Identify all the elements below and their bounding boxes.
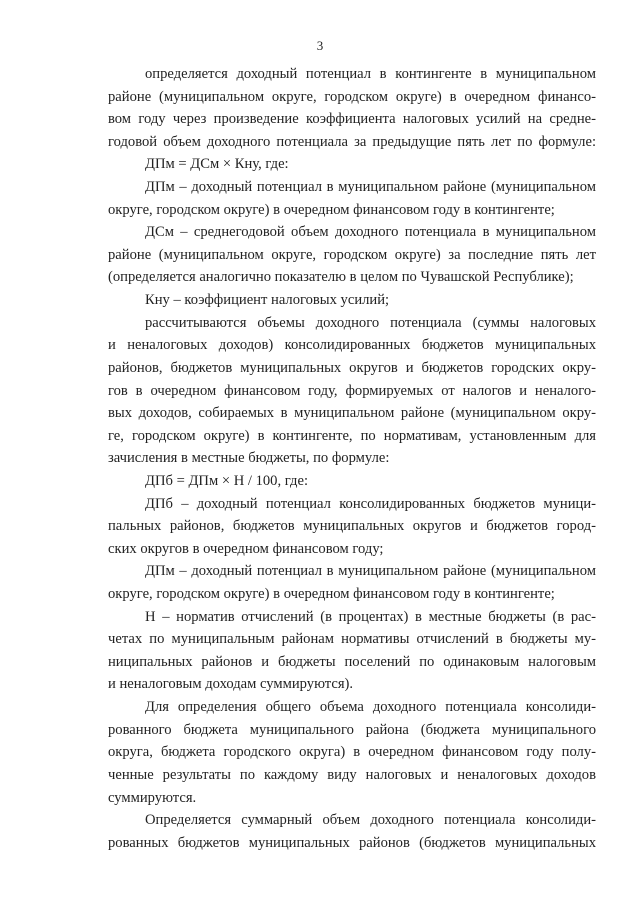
text-line: рассчитываются объемы доходного потенциала (суммы налоговых	[145, 314, 596, 331]
text-line: Кну – коэффициент налоговых усилий;	[145, 292, 390, 309]
text-line: Определяется суммарный объем доходного потенциала консолиди-	[145, 812, 596, 829]
text-line: ченные результаты по каждому виду налоговых и неналоговых доходов	[108, 766, 596, 783]
text-line: четах по муниципальным районам нормативы отчислений в бюджеты му-	[108, 631, 596, 648]
text-line: ских округов в очередном финансовом году;	[108, 540, 384, 557]
text-line: пальных районов, бюджетов муниципальных округов и бюджетов город-	[108, 518, 596, 535]
text-line: вых доходов, собираемых в муниципальном районе (муниципальном окру-	[108, 405, 596, 422]
text-line: ДСм – среднегодовой объем доходного потенциала в муниципальном	[145, 224, 596, 241]
text-line: и неналоговых доходов) консолидированных бюджетов муниципальных	[108, 337, 596, 354]
text-line: ДПм = ДСм × Кну, где:	[145, 156, 289, 173]
text-line: гов в очередном финансовом году, формируемых от налогов и неналого-	[108, 382, 596, 399]
text-line: ДПм – доходный потенциал в муниципальном районе (муниципальном	[145, 563, 596, 580]
body-text	[108, 63, 596, 854]
text-line: зачисления в местные бюджеты, по формуле:	[108, 450, 390, 467]
page-number: 3	[316, 38, 324, 53]
text-line: ДПм – доходный потенциал в муниципальном районе (муниципальном	[145, 179, 596, 196]
text-line: ДПб = ДПм × Н / 100, где:	[145, 472, 308, 489]
text-line: округе, городском округе) в очередном финансовом году в контингенте;	[108, 586, 555, 603]
text-line: районов, бюджетов муниципальных округов и бюджетов городских окру-	[108, 359, 596, 376]
text-line: районе (муниципальном округе, городском округе) в очередном финансо-	[108, 88, 596, 105]
text-line: (определяется аналогично показателю в целом по Чувашской Республике);	[108, 269, 574, 286]
text-line: суммируются.	[108, 789, 197, 806]
text-line: округа, бюджета городского округа) в очередном финансовом году полу-	[108, 744, 596, 761]
text-line: округе, городском округе) в очередном финансовом году в контингенте;	[108, 201, 555, 218]
text-line: рованного бюджета муниципального района (бюджета муниципального	[108, 721, 596, 738]
text-line: годовой объем доходного потенциала за предыдущие пять лет по формуле:	[108, 133, 596, 150]
text-line: и неналоговым доходам суммируются).	[108, 676, 354, 693]
text-line: ниципальных районов и бюджеты поселений по одинаковым налоговым	[108, 653, 596, 670]
text-line: Н – норматив отчислений (в процентах) в местные бюджеты (в рас-	[145, 608, 596, 625]
text-line: вом году через произведение коэффициента налоговых усилий на средне-	[108, 111, 596, 128]
text-line: районе (муниципальном округе, городском округе) за последние пять лет	[108, 246, 596, 263]
text-line: ге, городском округе) в контингенте, по нормативам, установленным для	[108, 427, 596, 444]
text-line: Для определения общего объема доходного потенциала консолиди-	[145, 699, 596, 716]
text-line: ДПб – доходный потенциал консолидированных бюджетов муници-	[145, 495, 596, 512]
text-line: рованных бюджетов муниципальных районов (бюджетов муниципальных	[108, 834, 596, 851]
text-line: определяется доходный потенциал в контингенте в муниципальном	[145, 66, 596, 82]
